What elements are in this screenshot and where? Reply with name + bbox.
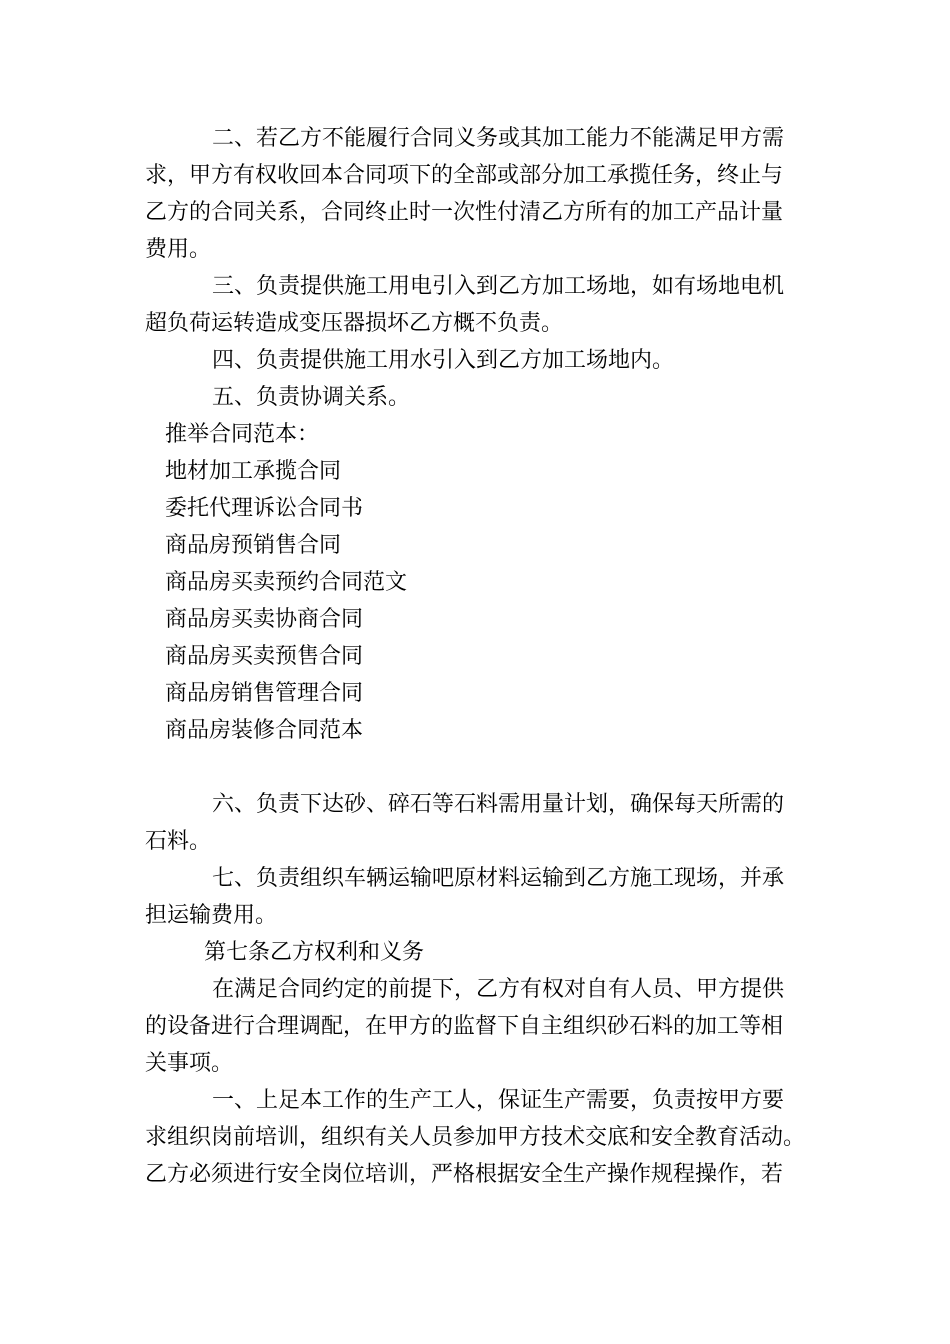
article-7-title: 第七条乙方权利和义务 bbox=[204, 940, 425, 965]
article-7-intro-line-3: 关事项。 bbox=[145, 1051, 234, 1076]
para-2-line-4: 费用。 bbox=[145, 237, 212, 262]
para-6-line-1: 六、负责下达砂、碎石等石料需用量计划，确保每天所需的 bbox=[212, 792, 785, 817]
article-7-item-1-line-1: 一、上足本工作的生产工人，保证生产需要，负责按甲方要 bbox=[212, 1088, 785, 1113]
article-7-intro-line-2: 的设备进行合理调配，在甲方的监督下自主组织砂石料的加工等相 bbox=[145, 1014, 784, 1039]
recommend-link-2[interactable]: 委托代理诉讼合同书 bbox=[165, 496, 364, 521]
recommend-link-3[interactable]: 商品房预销售合同 bbox=[165, 533, 342, 558]
para-2-line-3: 乙方的合同关系，合同终止时一次性付清乙方所有的加工产品计量 bbox=[145, 200, 784, 225]
para-3-line-2: 超负荷运转造成变压器损坏乙方概不负责。 bbox=[145, 311, 564, 336]
recommend-link-5[interactable]: 商品房买卖协商合同 bbox=[165, 607, 364, 632]
para-5: 五、负责协调关系。 bbox=[212, 385, 411, 410]
article-7-item-1-line-3: 乙方必须进行安全岗位培训，严格根据安全生产操作规程操作，若 bbox=[145, 1162, 784, 1187]
para-2-line-1: 二、若乙方不能履行合同义务或其加工能力不能满足甲方需 bbox=[212, 126, 785, 151]
recommend-link-7[interactable]: 商品房销售管理合同 bbox=[165, 681, 364, 706]
para-7-line-1: 七、负责组织车辆运输吧原材料运输到乙方施工现场，并承 bbox=[212, 866, 785, 891]
recommend-link-6[interactable]: 商品房买卖预售合同 bbox=[165, 644, 364, 669]
para-3-line-1: 三、负责提供施工用电引入到乙方加工场地，如有场地电机 bbox=[212, 274, 785, 299]
recommend-link-4[interactable]: 商品房买卖预约合同范文 bbox=[165, 570, 408, 595]
article-7-intro-line-1: 在满足合同约定的前提下，乙方有权对自有人员、甲方提供 bbox=[212, 977, 785, 1002]
para-4: 四、负责提供施工用水引入到乙方加工场地内。 bbox=[212, 348, 675, 373]
recommend-link-1[interactable]: 地材加工承揽合同 bbox=[165, 459, 342, 484]
recommend-heading: 推举合同范本： bbox=[165, 422, 320, 447]
para-7-line-2: 担运输费用。 bbox=[145, 903, 278, 928]
recommend-link-8[interactable]: 商品房装修合同范本 bbox=[165, 718, 364, 743]
para-2-line-2: 求，甲方有权收回本合同项下的全部或部分加工承揽任务，终止与 bbox=[145, 163, 784, 188]
article-7-item-1-line-2: 求组织岗前培训，组织有关人员参加甲方技术交底和安全教育活动。 bbox=[145, 1125, 806, 1150]
para-6-line-2: 石料。 bbox=[145, 829, 212, 854]
